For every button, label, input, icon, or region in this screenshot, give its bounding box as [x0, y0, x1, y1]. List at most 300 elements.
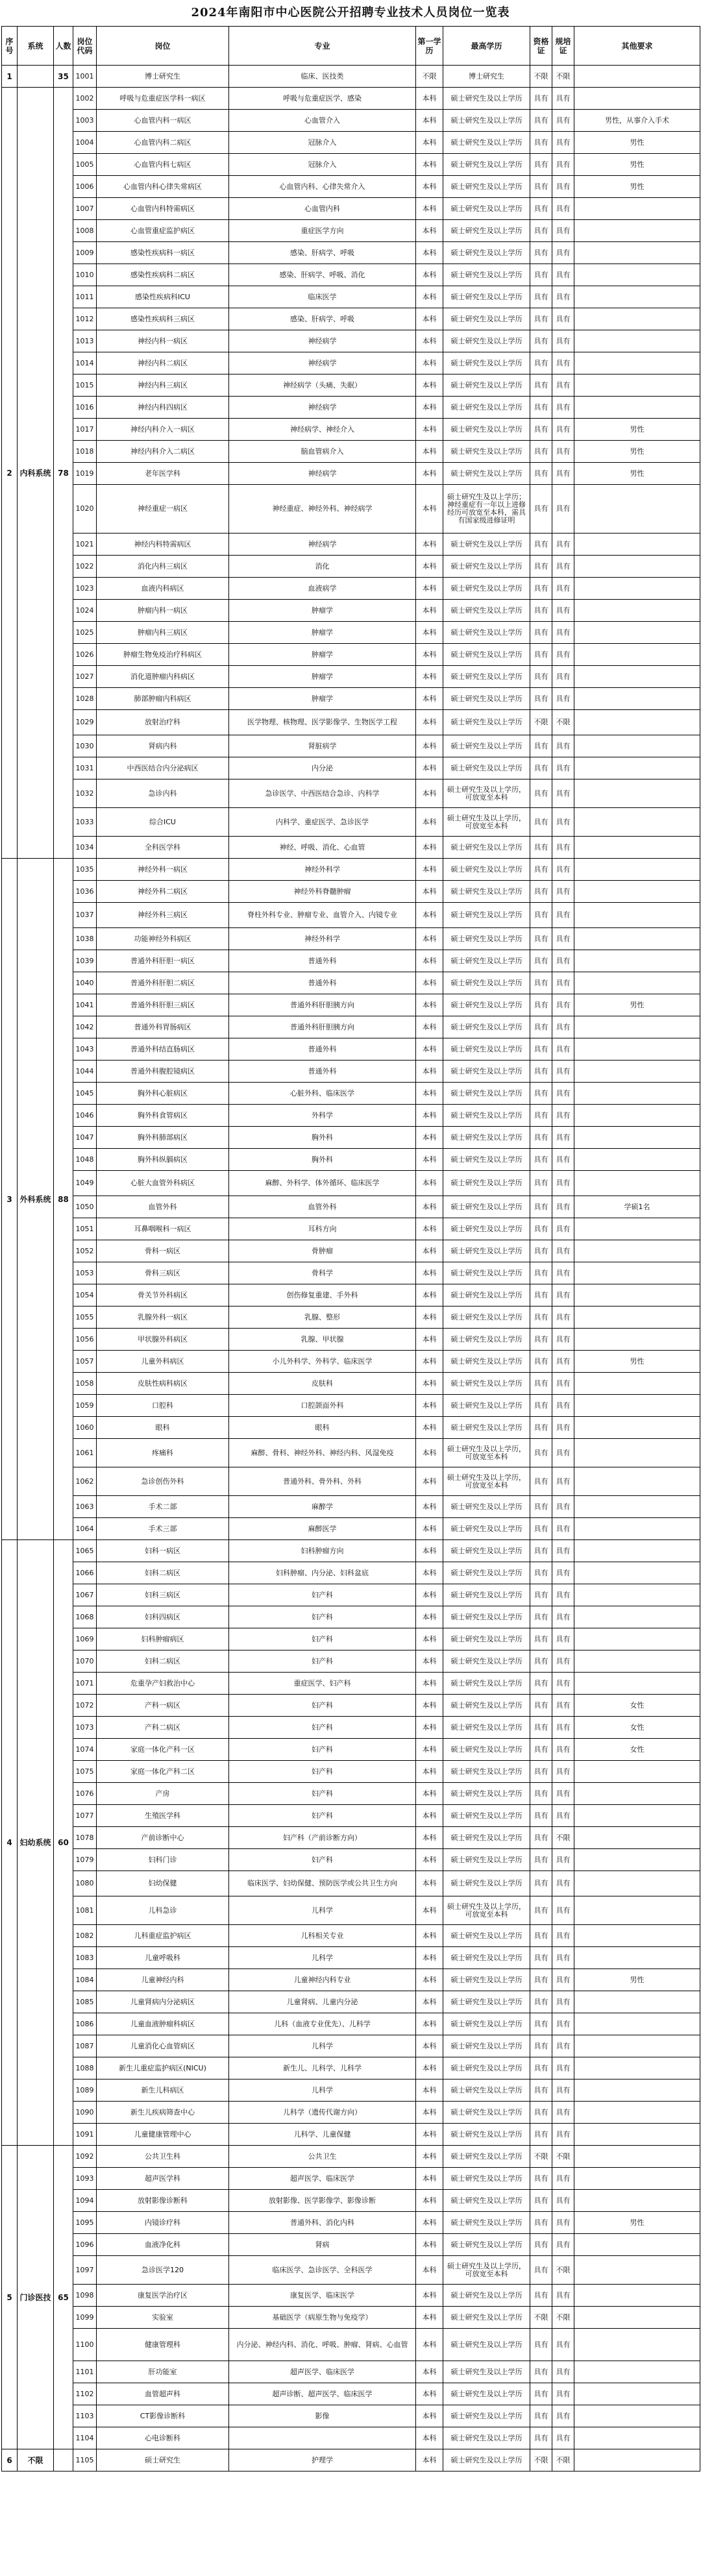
table-row: [2, 2035, 700, 2057]
post-code: 1010: [73, 264, 97, 286]
post-major: 儿科学、儿童保健: [229, 2124, 416, 2146]
table-row: [2, 881, 700, 903]
post-highest-degree: 硕士研究生及以上学历: [443, 710, 530, 735]
post-other: [574, 220, 700, 242]
post-license: 具有: [552, 779, 574, 808]
post-name: 心脏大血管外科病区: [97, 1171, 229, 1196]
post-other: [574, 1827, 700, 1849]
table-row: [2, 1947, 700, 1969]
post-name: 心血管内科七病区: [97, 154, 229, 176]
header-license: 规培证: [552, 27, 574, 66]
post-highest-degree: 硕士研究生及以上学历: [443, 1673, 530, 1695]
table-row: [2, 264, 700, 286]
table-row: [2, 1329, 700, 1351]
post-license: 具有: [552, 2329, 574, 2361]
post-cert: 具有: [530, 1717, 552, 1739]
group-seq: 2: [2, 88, 18, 859]
post-name: 普通外科肝胆二病区: [97, 972, 229, 994]
post-name: 手术二部: [97, 1496, 229, 1518]
post-first-degree: 本科: [416, 779, 443, 808]
post-license: 具有: [552, 556, 574, 578]
post-code: 1058: [73, 1373, 97, 1395]
post-other: [574, 1628, 700, 1650]
post-name: 中西医结合内分泌病区: [97, 757, 229, 779]
table-row: [2, 1695, 700, 1717]
post-cert: 具有: [530, 110, 552, 132]
post-other: [574, 485, 700, 534]
post-first-degree: 本科: [416, 176, 443, 198]
post-name: 肝功能室: [97, 2361, 229, 2383]
post-cert: 具有: [530, 176, 552, 198]
post-first-degree: 本科: [416, 2146, 443, 2168]
post-other: [574, 1127, 700, 1149]
post-other: [574, 1038, 700, 1061]
post-major: 妇科肿瘤方向: [229, 1540, 416, 1562]
table-row: [2, 2079, 700, 2102]
table-row: [2, 1284, 700, 1306]
post-highest-degree: 硕士研究生及以上学历: [443, 2013, 530, 2035]
post-highest-degree: 硕士研究生及以上学历: [443, 1373, 530, 1395]
post-other: [574, 286, 700, 308]
post-code: 1013: [73, 330, 97, 352]
post-major: 普通外科肝胆胰方向: [229, 994, 416, 1016]
post-first-degree: 本科: [416, 88, 443, 110]
post-license: 具有: [552, 330, 574, 352]
post-major: 乳腺、整形: [229, 1306, 416, 1329]
table-row: [2, 242, 700, 264]
post-code: 1015: [73, 374, 97, 397]
post-major: 肿瘤学: [229, 644, 416, 666]
post-license: 具有: [552, 2427, 574, 2449]
post-code: 1103: [73, 2405, 97, 2427]
post-major: 心脏外科、临床医学: [229, 1083, 416, 1105]
post-other: [574, 330, 700, 352]
header-count: 人数: [54, 27, 73, 66]
post-first-degree: 本科: [416, 2285, 443, 2307]
post-first-degree: 本科: [416, 534, 443, 556]
post-license: 具有: [552, 1673, 574, 1695]
post-highest-degree: 硕士研究生及以上学历，可放宽至本科: [443, 1467, 530, 1496]
table-row: [2, 859, 700, 881]
table-row: [2, 2285, 700, 2307]
post-other: [574, 2102, 700, 2124]
post-first-degree: 本科: [416, 688, 443, 710]
post-cert: 具有: [530, 779, 552, 808]
post-other: [574, 2190, 700, 2212]
table-row: [2, 176, 700, 198]
group-seq: 1: [2, 66, 18, 88]
post-name: 肿瘤内科三病区: [97, 622, 229, 644]
post-major: 感染、肝病学、呼吸、消化: [229, 264, 416, 286]
post-highest-degree: 硕士研究生及以上学历: [443, 1871, 530, 1896]
post-cert: 具有: [530, 1284, 552, 1306]
post-other: [574, 264, 700, 286]
post-cert: 具有: [530, 1739, 552, 1761]
post-code: 1017: [73, 419, 97, 441]
post-highest-degree: 硕士研究生及以上学历: [443, 2361, 530, 2383]
post-other: [574, 242, 700, 264]
table-row: [2, 2361, 700, 2383]
post-other: [574, 1061, 700, 1083]
post-first-degree: 本科: [416, 2212, 443, 2234]
post-name: 超声医学科: [97, 2168, 229, 2190]
post-cert: 具有: [530, 2383, 552, 2405]
post-major: 皮肤科: [229, 1373, 416, 1395]
post-code: 1092: [73, 2146, 97, 2168]
table-row: [2, 1038, 700, 1061]
post-license: 具有: [552, 837, 574, 859]
post-name: 消化内科三病区: [97, 556, 229, 578]
post-highest-degree: 硕士研究生及以上学历: [443, 534, 530, 556]
table-header-row: [2, 27, 700, 66]
header-code: 岗位代码: [73, 27, 97, 66]
table-row: [2, 88, 700, 110]
post-license: 具有: [552, 2124, 574, 2146]
post-highest-degree: 硕士研究生及以上学历: [443, 1284, 530, 1306]
post-highest-degree: 硕士研究生及以上学历: [443, 198, 530, 220]
post-code: 1014: [73, 352, 97, 374]
post-highest-degree: 硕士研究生及以上学历: [443, 2405, 530, 2427]
post-code: 1057: [73, 1351, 97, 1373]
post-code: 1074: [73, 1739, 97, 1761]
post-license: 具有: [552, 1761, 574, 1783]
post-other: [574, 1650, 700, 1673]
post-cert: 具有: [530, 1417, 552, 1439]
post-cert: 不限: [530, 66, 552, 88]
post-first-degree: 本科: [416, 903, 443, 928]
post-name: 乳腺外科一病区: [97, 1306, 229, 1329]
header-cert: 资格证: [530, 27, 552, 66]
post-other: [574, 2307, 700, 2329]
table-row: [2, 2405, 700, 2427]
post-highest-degree: 硕士研究生及以上学历: [443, 463, 530, 485]
post-code: 1062: [73, 1467, 97, 1496]
post-name: 康复医学治疗区: [97, 2285, 229, 2307]
post-cert: 具有: [530, 666, 552, 688]
post-other: 男性: [574, 463, 700, 485]
post-highest-degree: 博士研究生: [443, 66, 530, 88]
table-row: [2, 1196, 700, 1218]
post-first-degree: 本科: [416, 2329, 443, 2361]
table-row: [2, 1761, 700, 1783]
post-major: 肿瘤学: [229, 600, 416, 622]
group-system: 内科系统: [18, 88, 54, 859]
post-first-degree: 本科: [416, 198, 443, 220]
post-name: 普通外科结直肠病区: [97, 1038, 229, 1061]
post-code: 1075: [73, 1761, 97, 1783]
post-cert: 具有: [530, 881, 552, 903]
post-name: 综合ICU: [97, 808, 229, 837]
post-first-degree: 本科: [416, 994, 443, 1016]
post-first-degree: 本科: [416, 1896, 443, 1925]
post-name: 妇科二病区: [97, 1562, 229, 1584]
post-name: 呼吸与危重症医学科一病区: [97, 88, 229, 110]
post-license: 具有: [552, 463, 574, 485]
post-name: 产科二病区: [97, 1717, 229, 1739]
post-other: 男性: [574, 1351, 700, 1373]
post-highest-degree: 硕士研究生及以上学历: [443, 1969, 530, 1991]
post-name: 硕士研究生: [97, 2449, 229, 2472]
post-license: 具有: [552, 2234, 574, 2256]
post-first-degree: 本科: [416, 2427, 443, 2449]
post-license: 具有: [552, 1969, 574, 1991]
post-highest-degree: 硕士研究生及以上学历: [443, 666, 530, 688]
table-row: [2, 1871, 700, 1896]
post-code: 1082: [73, 1925, 97, 1947]
post-highest-degree: 硕士研究生及以上学历: [443, 1827, 530, 1849]
post-major: 神经病学: [229, 534, 416, 556]
post-highest-degree: 硕士研究生及以上学历: [443, 1991, 530, 2013]
post-license: 具有: [552, 1417, 574, 1439]
post-major: 神经病学: [229, 352, 416, 374]
post-code: 1041: [73, 994, 97, 1016]
post-name: 儿童肾病内分泌病区: [97, 1991, 229, 2013]
post-code: 1099: [73, 2307, 97, 2329]
header-post: 岗位: [97, 27, 229, 66]
post-highest-degree: 硕士研究生及以上学历: [443, 757, 530, 779]
post-code: 1093: [73, 2168, 97, 2190]
table-row: [2, 2383, 700, 2405]
post-highest-degree: 硕士研究生及以上学历: [443, 1083, 530, 1105]
post-code: 1047: [73, 1127, 97, 1149]
post-other: [574, 1171, 700, 1196]
post-license: 具有: [552, 2190, 574, 2212]
post-name: 感染性疾病科ICU: [97, 286, 229, 308]
post-code: 1098: [73, 2285, 97, 2307]
post-code: 1003: [73, 110, 97, 132]
post-code: 1032: [73, 779, 97, 808]
post-other: [574, 2013, 700, 2035]
table-row: [2, 1969, 700, 1991]
post-name: 神经内科一病区: [97, 330, 229, 352]
post-first-degree: 本科: [416, 1083, 443, 1105]
post-highest-degree: 硕士研究生及以上学历: [443, 1717, 530, 1739]
post-first-degree: 本科: [416, 441, 443, 463]
post-major: 心血管内科、心律失常介入: [229, 176, 416, 198]
post-cert: 不限: [530, 2449, 552, 2472]
post-code: 1056: [73, 1329, 97, 1351]
post-code: 1040: [73, 972, 97, 994]
post-code: 1018: [73, 441, 97, 463]
table-row: [2, 1439, 700, 1467]
post-cert: 具有: [530, 242, 552, 264]
post-highest-degree: 硕士研究生及以上学历: [443, 176, 530, 198]
post-name: 消化道肿瘤内科病区: [97, 666, 229, 688]
post-name: 肿瘤生物免疫治疗科病区: [97, 644, 229, 666]
post-code: 1055: [73, 1306, 97, 1329]
post-name: 神经内科介入二病区: [97, 441, 229, 463]
post-other: [574, 903, 700, 928]
page-title: 2024年南阳市中心医院公开招聘专业技术人员岗位一览表: [191, 6, 510, 19]
post-license: 具有: [552, 1351, 574, 1373]
post-first-degree: 本科: [416, 2405, 443, 2427]
post-license: 具有: [552, 950, 574, 972]
post-name: 普通外科腹腔镜病区: [97, 1061, 229, 1083]
post-license: 具有: [552, 666, 574, 688]
post-cert: 具有: [530, 1991, 552, 2013]
table-row: [2, 1218, 700, 1240]
table-row: [2, 1925, 700, 1947]
post-major: 妇产科: [229, 1739, 416, 1761]
post-first-degree: 本科: [416, 1417, 443, 1439]
post-highest-degree: 硕士研究生及以上学历: [443, 2383, 530, 2405]
post-first-degree: 本科: [416, 1218, 443, 1240]
post-code: 1001: [73, 66, 97, 88]
post-other: [574, 308, 700, 330]
post-name: 妇科肿瘤病区: [97, 1628, 229, 1650]
post-license: 具有: [552, 1306, 574, 1329]
post-license: 具有: [552, 578, 574, 600]
post-major: 眼科: [229, 1417, 416, 1439]
post-other: [574, 2124, 700, 2146]
post-cert: 具有: [530, 1061, 552, 1083]
post-major: 血管外科: [229, 1196, 416, 1218]
post-major: 内科学、重症医学、急诊医学: [229, 808, 416, 837]
post-first-degree: 本科: [416, 1038, 443, 1061]
table-row: [2, 710, 700, 735]
post-first-degree: 本科: [416, 330, 443, 352]
post-cert: 具有: [530, 2168, 552, 2190]
post-other: [574, 1496, 700, 1518]
table-row: [2, 666, 700, 688]
post-code: 1068: [73, 1606, 97, 1628]
post-other: [574, 198, 700, 220]
post-first-degree: 本科: [416, 1196, 443, 1218]
post-major: 血液病学: [229, 578, 416, 600]
post-highest-degree: 硕士研究生及以上学历: [443, 1262, 530, 1284]
post-license: 具有: [552, 1947, 574, 1969]
post-cert: 具有: [530, 330, 552, 352]
post-major: 消化: [229, 556, 416, 578]
post-other: [574, 1871, 700, 1896]
post-code: 1097: [73, 2256, 97, 2285]
post-name: 神经内科二病区: [97, 352, 229, 374]
group-seq: 4: [2, 1540, 18, 2146]
post-highest-degree: 硕士研究生及以上学历: [443, 441, 530, 463]
post-cert: 具有: [530, 837, 552, 859]
post-other: [574, 779, 700, 808]
post-highest-degree: 硕士研究生及以上学历: [443, 2146, 530, 2168]
post-other: [574, 1991, 700, 2013]
post-first-degree: 本科: [416, 1761, 443, 1783]
post-cert: 具有: [530, 2035, 552, 2057]
post-major: 麻醉、外科学、体外循环、临床医学: [229, 1171, 416, 1196]
post-other: 男性: [574, 419, 700, 441]
post-highest-degree: 硕士研究生及以上学历: [443, 1306, 530, 1329]
post-license: 具有: [552, 88, 574, 110]
post-code: 1100: [73, 2329, 97, 2361]
post-code: 1039: [73, 950, 97, 972]
table-row: [2, 463, 700, 485]
post-license: 具有: [552, 600, 574, 622]
post-major: 麻醉医学: [229, 1518, 416, 1540]
post-major: 妇产科: [229, 1717, 416, 1739]
post-cert: 具有: [530, 1467, 552, 1496]
post-code: 1090: [73, 2102, 97, 2124]
post-cert: 具有: [530, 1240, 552, 1262]
post-major: 神经外科脊髓肿瘤: [229, 881, 416, 903]
post-code: 1009: [73, 242, 97, 264]
post-other: [574, 757, 700, 779]
post-first-degree: 本科: [416, 1606, 443, 1628]
post-name: 普通外科肝胆三病区: [97, 994, 229, 1016]
post-other: [574, 1329, 700, 1351]
post-highest-degree: 硕士研究生及以上学历: [443, 1739, 530, 1761]
post-code: 1012: [73, 308, 97, 330]
post-cert: 具有: [530, 1149, 552, 1171]
post-cert: 具有: [530, 308, 552, 330]
post-cert: 具有: [530, 1584, 552, 1606]
post-first-degree: 本科: [416, 757, 443, 779]
post-highest-degree: 硕士研究生及以上学历: [443, 1061, 530, 1083]
post-major: 妇产科: [229, 1650, 416, 1673]
post-license: 具有: [552, 1439, 574, 1467]
post-cert: 具有: [530, 950, 552, 972]
post-cert: 具有: [530, 2102, 552, 2124]
table-row: [2, 1467, 700, 1496]
post-major: 放射影像、医学影像学、影像诊断: [229, 2190, 416, 2212]
post-cert: 具有: [530, 1925, 552, 1947]
post-highest-degree: 硕士研究生及以上学历: [443, 972, 530, 994]
post-highest-degree: 硕士研究生及以上学历，可放宽至本科: [443, 2256, 530, 2285]
post-highest-degree: 硕士研究生及以上学历: [443, 837, 530, 859]
post-license: 具有: [552, 1628, 574, 1650]
post-highest-degree: 硕士研究生及以上学历: [443, 2168, 530, 2190]
post-code: 1102: [73, 2383, 97, 2405]
post-code: 1067: [73, 1584, 97, 1606]
post-license: 不限: [552, 2146, 574, 2168]
post-other: [574, 556, 700, 578]
table-row: [2, 1650, 700, 1673]
post-highest-degree: 硕士研究生及以上学历: [443, 1016, 530, 1038]
post-first-degree: 本科: [416, 1105, 443, 1127]
post-code: 1011: [73, 286, 97, 308]
post-license: 具有: [552, 1329, 574, 1351]
table-row: [2, 578, 700, 600]
post-major: 内分泌: [229, 757, 416, 779]
post-license: 具有: [552, 2212, 574, 2234]
post-license: 具有: [552, 1717, 574, 1739]
post-other: 女性: [574, 1695, 700, 1717]
post-code: 1049: [73, 1171, 97, 1196]
post-cert: 具有: [530, 578, 552, 600]
post-name: 心血管内科一病区: [97, 110, 229, 132]
post-highest-degree: 硕士研究生及以上学历: [443, 2307, 530, 2329]
post-highest-degree: 硕士研究生及以上学历: [443, 1218, 530, 1240]
post-code: 1076: [73, 1783, 97, 1805]
table-row: [2, 1827, 700, 1849]
post-other: [574, 352, 700, 374]
table-row: [2, 534, 700, 556]
post-other: [574, 1467, 700, 1496]
post-other: [574, 397, 700, 419]
post-major: 神经外科学: [229, 859, 416, 881]
post-cert: 具有: [530, 352, 552, 374]
table-row: [2, 2124, 700, 2146]
group-count: [54, 2449, 73, 2472]
post-first-degree: 本科: [416, 735, 443, 757]
table-row: [2, 1849, 700, 1871]
post-code: 1080: [73, 1871, 97, 1896]
post-major: 普通外科、消化内科: [229, 2212, 416, 2234]
post-cert: 具有: [530, 688, 552, 710]
post-name: 血管超声科: [97, 2383, 229, 2405]
post-highest-degree: 硕士研究生及以上学历: [443, 1628, 530, 1650]
post-major: 感染、肝病学、呼吸: [229, 242, 416, 264]
post-cert: 具有: [530, 1083, 552, 1105]
post-code: 1048: [73, 1149, 97, 1171]
post-license: 具有: [552, 198, 574, 220]
